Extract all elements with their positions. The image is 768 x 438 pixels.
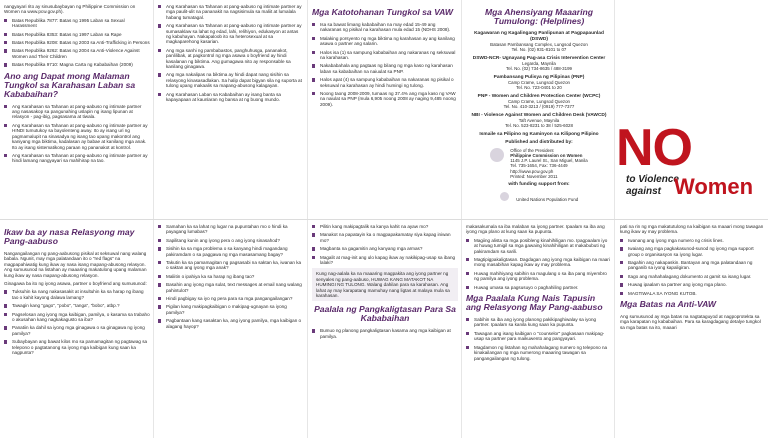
org-pnp-wcpc <box>466 94 612 110</box>
col1-bottom-intro: Nangangailangan ng pang-aabusong pisikal at seksuwal nang walang babala. Ngunit, may mga palatandaan ito o "red flags" na magpapahiwatig kung ikaw ay nasa isang mapang-abusong relasyon. Ang sumusunod na listahan ay maaaring makatulong upang malaman kung ikaw ay nasa mapang-abusong relasyon. <box>4 251 147 278</box>
list-item: Ang Karahasan sa Tahanan at pang-aabuso ng intimate partner ay hindi lamang nangyayari sa mahihirap na tao. <box>4 153 150 164</box>
published-by-label: Published and distributed by: <box>505 140 573 146</box>
heading-katotohanan-vaw: Mga Katotohanan Tungkol sa VAW <box>312 7 454 17</box>
help-note-box: Kung nag-aalala ka na maaaring magpakita ang iyong partner ng senyales ng pang-aabuso, HUWAG KANG MATAKOT NA HUMINGI NG TULONG. Walang dahilan para sa karahasan. Ang lahat ay may karapatang mamuhay nang ligtas at malaya mula sa karahasan. <box>312 268 458 301</box>
list-item: Pigilan kang makipagkaibigan o makipag-ugnayan sa iyong pamilya? <box>158 304 304 315</box>
org-line: Batasan Pambansang Complex, Lungsod Quezon <box>490 42 588 48</box>
list-item: MAGTIWALA SA IYONG KUTOB. <box>620 291 766 296</box>
org-name: Pambansang Pulisya ng Pilipinas (PNP) <box>493 74 585 80</box>
list-item: Nakababahala ang pagtaas ng bilang ng mga kaso ng karahasan laban sa kababaihan na naiuulat sa PNP. <box>312 63 458 74</box>
list-item: Tuksuhin ka nang nakasasakit at insultuhin ka sa harap ng ibang tao o kahit kayong dalawa lamang? <box>4 289 150 300</box>
support-label: with funding support from: <box>508 182 570 187</box>
list-item: Ang Karahasan Laban sa Kababaihan ay isang banta sa kapayapaan at kaunlaran ng bansa at ng buong mundo. <box>158 92 304 103</box>
list-item: Manakot na papatayin ka o magpapakamatay siya kapag iniwan mo? <box>312 232 458 243</box>
unfpa-block <box>466 188 612 206</box>
list-item: Magtipigpakaligtasan. Dagdagan ang iyong mga kaibigan na maari mong masabihan kapag ikaw ay may problema. <box>466 257 612 268</box>
org-name: NBI - Violence Against Women and Children Desk (VAWCD) <box>471 112 607 118</box>
list-item: Ang Karahasan sa Tahanan at pang-aabuso ng intimate partner ang nasasakop sa pangunahing uslapin ng isang lipunan at relasyon - pag-ibig, pagsasama at tiwala. <box>4 104 150 120</box>
col1-top <box>4 4 150 216</box>
list-item: Magdamon ng listahan ng mahahalagang numero ng telepono na kinakailangan ng mga numerong maaaring tawagan sa pangangailangan ng tulong. <box>466 345 612 361</box>
pcw-line: http://www.pcw.gov.ph <box>510 168 554 174</box>
col4-bottom <box>466 224 612 436</box>
facts-list <box>4 104 150 164</box>
law-item: Batas Republika 9710: Magna Carta ng Kababaihan (2009) <box>4 62 150 67</box>
list-item: Tawagan ang isang kaibigan o "counselor" pagkasaan makipag-usap sa partner para maikuwento ang pangyayari. <box>466 331 612 342</box>
list-item: Hindi pagbigay sa iyo ng pera para sa mga pangangailangan? <box>158 296 304 301</box>
list-item: Huwag mahihiyang sabihin sa magulang o sa iba pang miyembro ng pamilya ang iyong problema. <box>466 271 612 282</box>
org-dswd <box>466 31 612 53</box>
list-item: Iwaiang ang mga pagkakasunod-sunod ng iyong mga support group o organisasyon sa iyong lugar. <box>620 246 766 257</box>
law-item: Batas Republika 9262: Batas ng 2004 sa Anti-Violence Against Women and Their Children <box>4 48 150 59</box>
org-line: Legarda, Maynila <box>522 61 556 67</box>
list-item: Subaybayan ang bawat kilos mo sa pamamagitan ng pagtawag sa telepono o pagtatanong sa iyong mga kaibigan kung saan ka nagpunta? <box>4 339 150 355</box>
org-dswd-ncr <box>466 56 612 72</box>
pcw-line: 1145 J.P. Laurel St., San Miguel, Manila <box>510 158 588 164</box>
org-nbi <box>466 113 612 129</box>
org-name: Kagawaran ng Kagalingang Panlipunan at Pagpapaunlad (DSWD) <box>474 31 604 42</box>
col4-top <box>466 4 612 216</box>
org-line: Camp Crame, Lungsod Quezon <box>508 99 570 105</box>
org-line: Taft Avenue, Maynila <box>518 118 560 124</box>
law-item: Batas Republika 7877: Batas ng 1995 Laban sa Sexual Harassment <box>4 18 150 29</box>
org-line: Camp Crame, Lungsod Quezon <box>508 80 570 86</box>
org-phone: Tel. No. (02) 734-8635 / 488-3199 <box>506 66 572 72</box>
list-item: Halos apat (4) sa sampung kababaihan na nakaranas ng pisikal o seksuwal na karahasan ay hindi humingi ng tulong. <box>312 77 458 88</box>
heading-ano-ang-dapat: Ano ang Dapat mong Malaman Tungkol sa Karahasan Laban sa Kababaihan? <box>4 70 136 99</box>
list-item: Halos isa (1) sa sampung kababaihan ang nakaranas ng seksuwal na karahasan. <box>312 50 458 61</box>
list-item: Bagahin ang nakapaskin. Bantayan ang mga palatandaan ng panganib sa iyong kapaligiran. <box>620 260 766 271</box>
pcw-line: Philippine Commission on Women <box>510 152 583 158</box>
unfpa-logo-icon <box>500 192 509 201</box>
cover-logo <box>616 119 766 232</box>
unfpa-name: United Nations Population Fund <box>516 196 579 202</box>
facts-list-2 <box>158 4 304 103</box>
list-item: Basahin ang iyong mga sulat, text messages at email nang walang pahintulot? <box>158 282 304 293</box>
list-item: Magiing alista sa mga posibleng kinahihiligan mo. Ipagpaalam iyo at huwag tumigil sa mga gawaing kinahihiligan at makabubuti ng pakiramdam sa sarili. <box>466 238 612 254</box>
list-item: Maliitin o ipahiya ka sa harap ng ibang tao? <box>158 274 304 279</box>
vaw-facts-list <box>312 22 458 107</box>
law-item: Batas Republika 9208: Batas ng 2003 sa Anti-Trafficking in Persons <box>4 40 150 45</box>
org-pnp <box>466 75 612 91</box>
list-item: Bumuo ng planong pangkaligtasan kasama ang mga kaibigan at pamilya. <box>312 328 458 339</box>
safety-list <box>312 328 458 339</box>
leaving-list <box>466 317 612 361</box>
pcw-info <box>510 148 587 179</box>
col3-top <box>312 4 458 216</box>
org-name: Ismaile sa Pilipino ng Kaminyon sa Kilipong Pilipino <box>479 131 599 137</box>
list-item: Ang Karahasan sa Tahanan at pang-aabuso ng intimate partner ay sumasaklaw sa lahat ng edad, lahi, relihiyon, edukasyon at antas ng kabuhayan. Nakapaloob ito sa heterosexual at sa magkaparehong kasarian. <box>158 23 304 45</box>
list-item: Panatiin ka dahil sa iyong mga ginagawa o sa ginagawa ng iyong pamilya? <box>4 325 150 336</box>
logo-to-violence: to Violence <box>626 174 679 185</box>
logo-women: Women <box>674 174 754 199</box>
org-phone: Tel. No. 723-0401 to 20 <box>516 85 562 91</box>
list-item: Takutin ka sa pamamagitan ng pagsasabi na saktan ka, iwanan ka o saktan ang iyong mga anak? <box>158 260 304 271</box>
pcw-line: Office of the President <box>510 147 554 153</box>
heading-relasyong-may-pang-aabuso: Ikaw ba ay nasa Relasyong may Pang-aabuso <box>4 227 135 246</box>
col1-intro: nangyayari rito ay sinusubaybayan ng Philippine Commission on Women na www.pcw.gov.ph). <box>4 4 136 15</box>
list-item: Ang mga nakalipas na biktima ay hindi dapat nang sisihin sa relasyong kinasasadlakan. Sa halip dapat bigyan sila ng suporta at tulong upang makaalis sa mapang-abusong kalagayan. <box>158 72 304 88</box>
col5-top-line: pati na rin ng mga makatutulong na kaibigan sa maaari mong tawagan kung ikaw ay may problema. <box>620 224 764 235</box>
laws-list <box>4 18 150 68</box>
pcw-line: Printed: November 2011 <box>510 173 558 179</box>
col1-bottom <box>4 224 150 436</box>
list-item: Pagbantaan kang sasaktan ka, ang iyong pamilya, mga kaibigan o alagang hayop? <box>158 318 304 329</box>
list-item: Magbanta na gagamitin ang kanyang mga armas? <box>312 246 458 251</box>
list-item: Sapilitang kunin ang iyong pera o ang iyong sinasahod? <box>158 238 304 243</box>
col3-bottom <box>312 224 458 436</box>
safety-list-2 <box>466 238 612 290</box>
list-item: Sisihin ka sa mga problema o sa kanyang hindi magandang pakiramdam o sa paggawa ng mga masasamang bagay? <box>158 246 304 257</box>
list-item: Iwanang ang iyong mga numero ng crisis lines. <box>620 238 766 243</box>
list-item: Ang Karahasan sa Tahanan at pang-aabuso ng intimate partner ay mga paulit-ulit na pananakit na nagsisimula sa maliit at lumalala habang tumatagal. <box>158 4 304 20</box>
heading-paalala-pangkaligtasan: Paalala ng Pangkaligtasan Para Sa Kababaihan <box>314 304 456 324</box>
pcw-line: Tel. 735-1654, Fax: 736-4449 <box>510 163 568 169</box>
list-item: Ang Karahasan sa Tahanan at pang-aabuso ng intimate partner ay HINDI tumutukoy sa bayolenteng away. Ito ay isang uri ng pagmamalupit na sinasadya ng isang tao upang makontrol ang kaniyang mga biktima, kadalasan ay babae at kanilang mga anak. Ito ay isang sistematikong paraan ng pananakot at kontrol. <box>4 123 150 150</box>
law-item: Batas Republika 8353: Batas ng 1997 Laban sa Rape <box>4 32 150 37</box>
logo-no: NO <box>616 119 692 177</box>
list-item: Samahan ka sa lahat ng lugar na pupuntahan mo o hindi ka payagang lumabas? <box>158 224 304 235</box>
col5-outro: Ang sumusunod ay mga batas na nagtataguyod at nagpoprotekta sa mga karapatan ng kababaihan. Para sa karagdagang detalye tungkol sa mga batas na ito, maaari <box>620 314 761 330</box>
col1-bottom-intro2: Ginagawa ba ito ng iyong asawa, partner o boyfriend ang sumusunod: <box>4 281 147 287</box>
col2-bottom <box>158 224 304 436</box>
heading-batas-anti-vaw: Mga Batas na Anti-VAW <box>620 299 716 310</box>
pcw-block <box>466 148 612 179</box>
list-item: Huwag umasa sa pagsusuyo o paghahiling partner. <box>466 285 612 290</box>
list-item: Magalit at mag-init ang ulo kapag ikaw ay nakikipag-usap sa ibang lalaki? <box>312 255 458 266</box>
logo-against: against <box>626 186 662 197</box>
list-item: Noong taong 2008-2009, tumaas ng 37.4% ang mga kaso ng VAW na naiulat sa PNP (mula 6,905 noong 2008 ay naging 9,485 noong 2009). <box>312 91 458 107</box>
org-name: DSWD-NCR- Ugnayang Pag-asa Crisis Intervention Center <box>472 55 606 61</box>
col2-top <box>158 4 304 216</box>
list-item: Pilitin kang makipagtalik sa kanya kahit na ayaw mo? <box>312 224 458 229</box>
red-flags-list <box>4 289 150 355</box>
col4-bottom-intro: makasakumala sa iba malaban sa iyong partner. Ipaalam sa iba ang iyong mga plano at kung saan ka pupunta. <box>466 224 605 235</box>
list-item: Huwag ipaalam sa partner ang iyong mga plano. <box>620 282 766 287</box>
org-phone: Tel. No. 410-3213 / (0919) 777-7377 <box>503 104 575 110</box>
red-flags-list-3 <box>312 224 458 265</box>
safety-list-3 <box>620 238 766 296</box>
org-phone: Tel. No. (02) 931-8101 to 07 <box>511 47 567 53</box>
list-item: Malaking porsyento ng mga biktima ng karahasan ay ang kanilang asawa o partner ang salarin. <box>312 36 458 47</box>
list-item: Isa sa bawat limang kababaihan na may edad 15-49 ang nakaranas ng pisikal na karahasan mula edad 15 (NDHS 2008). <box>312 22 458 33</box>
red-flags-list-2 <box>158 224 304 329</box>
col5-bottom <box>620 224 766 436</box>
heading-tapusin-relasyon: Mga Paalala Kung Nais Tapusin ang Relasyong May Pang-aabuso <box>466 293 603 313</box>
list-item: Itago ang mahahalagang dokumento at gamit sa isang lugar. <box>620 274 766 279</box>
list-item: Ang mga sanhi ng pambabastos, panghuhusga, pananakot, panlilibak, at pagkontrol ng mga asawa o boyfriend ay hindi kasalanan ng biktima. Ang gumagawa nito ay responsable sa kanilang ginagawa. <box>158 48 304 70</box>
heading-helplines: Mga Ahensiyang Maaaring Tumulong: (Helplines) <box>484 7 594 26</box>
org-name: PNP - Women and Children Protection Center (WCPC) <box>477 93 601 99</box>
pcw-seal-icon <box>490 148 504 162</box>
list-item: Tawagin kang "gago", "pobo", "tanga", "bobo", atbp.? <box>4 303 150 308</box>
org-phone: Tel. No. 523-8231 to 38 / 525-6028 <box>505 123 573 129</box>
list-item: Pagselosan ang iyong mga kaibigan, pamilya, o kasama sa trabaho o akusahan kang nagkakagusto sa iba? <box>4 312 150 323</box>
list-item: Sabihin sa iba ang iyong planong pakikipaghiwalay sa iyong partner. Ipaalam sa kanila kung saan ka pupunta. <box>466 317 612 328</box>
